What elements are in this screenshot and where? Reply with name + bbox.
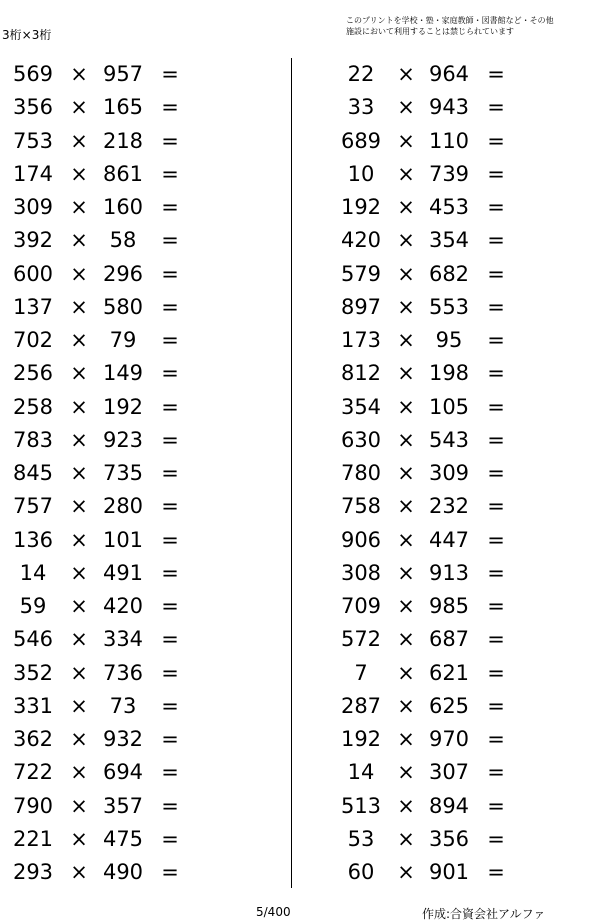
times-sign: × bbox=[70, 760, 88, 785]
operand-a: 22 bbox=[347, 62, 375, 86]
operand-a: 630 bbox=[340, 427, 382, 452]
operand-a: 753 bbox=[12, 128, 54, 153]
operand-a: 10 bbox=[347, 161, 375, 186]
problem-row bbox=[0, 689, 290, 722]
operand-a: 258 bbox=[12, 394, 54, 419]
problem-row bbox=[0, 656, 290, 689]
problem-row bbox=[0, 855, 290, 888]
operand-a: 14 bbox=[347, 760, 375, 785]
equals-sign: = bbox=[161, 560, 179, 585]
operand-b: 73 bbox=[109, 693, 137, 718]
times-sign: × bbox=[397, 860, 415, 884]
equals-sign: = bbox=[161, 95, 179, 120]
times-sign: × bbox=[397, 793, 415, 818]
problem-row bbox=[0, 722, 290, 755]
equals-sign: = bbox=[161, 760, 179, 785]
operand-a: 256 bbox=[12, 361, 54, 386]
problem-row bbox=[0, 290, 290, 323]
times-sign: × bbox=[70, 860, 88, 884]
operand-a: 757 bbox=[12, 494, 54, 519]
operand-b: 985 bbox=[428, 594, 470, 618]
times-sign: × bbox=[397, 660, 415, 685]
operand-b: 901 bbox=[428, 860, 470, 884]
operand-b: 58 bbox=[109, 228, 137, 253]
operand-b: 553 bbox=[428, 294, 470, 319]
equals-sign: = bbox=[161, 793, 179, 818]
operand-a: 600 bbox=[12, 261, 54, 286]
operand-b: 687 bbox=[428, 627, 470, 652]
operand-b: 149 bbox=[102, 361, 144, 386]
operand-a: 420 bbox=[340, 228, 382, 253]
times-sign: × bbox=[397, 328, 415, 352]
problem-row bbox=[300, 622, 612, 655]
author-credit: 作成:合資会社アルファ bbox=[422, 907, 546, 921]
operand-b: 491 bbox=[102, 560, 144, 585]
equals-sign: = bbox=[161, 860, 179, 884]
operand-a: 293 bbox=[12, 860, 54, 884]
operand-a: 331 bbox=[12, 693, 54, 718]
operand-a: 569 bbox=[12, 62, 54, 86]
times-sign: × bbox=[397, 62, 415, 86]
problem-row bbox=[300, 689, 612, 722]
problem-row bbox=[300, 356, 612, 389]
operand-a: 174 bbox=[12, 161, 54, 186]
problem-row bbox=[0, 90, 290, 123]
equals-sign: = bbox=[487, 361, 505, 386]
operand-a: 546 bbox=[12, 627, 54, 652]
equals-sign: = bbox=[487, 594, 505, 618]
times-sign: × bbox=[397, 693, 415, 718]
problem-row bbox=[300, 722, 612, 755]
times-sign: × bbox=[70, 261, 88, 286]
operand-b: 95 bbox=[435, 328, 463, 352]
operand-b: 861 bbox=[102, 161, 144, 186]
times-sign: × bbox=[70, 228, 88, 253]
problem-row bbox=[0, 556, 290, 589]
times-sign: × bbox=[70, 793, 88, 818]
equals-sign: = bbox=[161, 693, 179, 718]
operand-b: 354 bbox=[428, 228, 470, 253]
equals-sign: = bbox=[161, 494, 179, 519]
operand-b: 105 bbox=[428, 394, 470, 419]
operand-b: 923 bbox=[102, 427, 144, 452]
problem-row bbox=[300, 423, 612, 456]
problem-row bbox=[300, 822, 612, 855]
operand-b: 447 bbox=[428, 527, 470, 552]
times-sign: × bbox=[397, 394, 415, 419]
operand-b: 453 bbox=[428, 195, 470, 219]
times-sign: × bbox=[397, 560, 415, 585]
problem-row bbox=[300, 489, 612, 522]
times-sign: × bbox=[70, 594, 88, 618]
equals-sign: = bbox=[161, 394, 179, 419]
times-sign: × bbox=[397, 527, 415, 552]
operand-b: 218 bbox=[102, 128, 144, 153]
operand-a: 221 bbox=[12, 826, 54, 851]
operand-b: 970 bbox=[428, 727, 470, 751]
equals-sign: = bbox=[487, 294, 505, 319]
operand-a: 33 bbox=[347, 95, 375, 120]
operand-a: 513 bbox=[340, 793, 382, 818]
problem-row bbox=[0, 323, 290, 356]
equals-sign: = bbox=[161, 161, 179, 186]
worksheet-title: 3桁×3桁 bbox=[2, 28, 52, 42]
times-sign: × bbox=[70, 727, 88, 751]
operand-b: 101 bbox=[102, 527, 144, 552]
operand-b: 192 bbox=[102, 394, 144, 419]
problem-row bbox=[0, 223, 290, 256]
operand-b: 964 bbox=[428, 62, 470, 86]
operand-a: 579 bbox=[340, 261, 382, 286]
equals-sign: = bbox=[487, 328, 505, 352]
operand-b: 356 bbox=[428, 826, 470, 851]
equals-sign: = bbox=[161, 62, 179, 86]
operand-a: 572 bbox=[340, 627, 382, 652]
operand-a: 722 bbox=[12, 760, 54, 785]
problem-row bbox=[300, 390, 612, 423]
problem-row bbox=[300, 855, 612, 888]
operand-b: 957 bbox=[102, 62, 144, 86]
operand-a: 356 bbox=[12, 95, 54, 120]
operand-a: 308 bbox=[340, 560, 382, 585]
times-sign: × bbox=[70, 361, 88, 386]
times-sign: × bbox=[397, 228, 415, 253]
operand-b: 543 bbox=[428, 427, 470, 452]
equals-sign: = bbox=[161, 826, 179, 851]
problem-row bbox=[0, 356, 290, 389]
times-sign: × bbox=[397, 294, 415, 319]
equals-sign: = bbox=[487, 228, 505, 253]
operand-a: 192 bbox=[340, 195, 382, 219]
times-sign: × bbox=[397, 261, 415, 286]
operand-a: 758 bbox=[340, 494, 382, 519]
times-sign: × bbox=[397, 361, 415, 386]
operand-b: 490 bbox=[102, 860, 144, 884]
problem-row bbox=[0, 190, 290, 223]
problem-column-right bbox=[300, 57, 612, 888]
times-sign: × bbox=[397, 95, 415, 120]
equals-sign: = bbox=[487, 128, 505, 153]
times-sign: × bbox=[70, 195, 88, 219]
problem-row bbox=[0, 257, 290, 290]
operand-b: 334 bbox=[102, 627, 144, 652]
equals-sign: = bbox=[487, 394, 505, 419]
operand-a: 812 bbox=[340, 361, 382, 386]
times-sign: × bbox=[397, 727, 415, 751]
problem-row bbox=[0, 423, 290, 456]
equals-sign: = bbox=[487, 161, 505, 186]
operand-b: 307 bbox=[428, 760, 470, 785]
times-sign: × bbox=[70, 660, 88, 685]
times-sign: × bbox=[70, 294, 88, 319]
usage-notice-line-1: このプリントを学校・塾・家庭教師・図書館など・その他 bbox=[346, 16, 554, 25]
problem-row bbox=[300, 789, 612, 822]
operand-a: 60 bbox=[347, 860, 375, 884]
equals-sign: = bbox=[487, 62, 505, 86]
problem-row bbox=[300, 223, 612, 256]
operand-b: 165 bbox=[102, 95, 144, 120]
equals-sign: = bbox=[487, 560, 505, 585]
equals-sign: = bbox=[161, 660, 179, 685]
operand-b: 894 bbox=[428, 793, 470, 818]
operand-b: 694 bbox=[102, 760, 144, 785]
equals-sign: = bbox=[161, 228, 179, 253]
operand-a: 192 bbox=[340, 727, 382, 751]
problem-row bbox=[300, 589, 612, 622]
operand-a: 137 bbox=[12, 294, 54, 319]
problem-column-left bbox=[0, 57, 290, 888]
operand-a: 136 bbox=[12, 527, 54, 552]
operand-b: 232 bbox=[428, 494, 470, 519]
problem-row bbox=[300, 157, 612, 190]
times-sign: × bbox=[397, 826, 415, 851]
times-sign: × bbox=[70, 95, 88, 120]
problem-row bbox=[300, 456, 612, 489]
problem-row bbox=[300, 290, 612, 323]
usage-notice bbox=[346, 15, 554, 37]
operand-b: 475 bbox=[102, 826, 144, 851]
times-sign: × bbox=[397, 128, 415, 153]
times-sign: × bbox=[397, 594, 415, 618]
operand-b: 735 bbox=[102, 461, 144, 485]
times-sign: × bbox=[397, 161, 415, 186]
problem-row bbox=[300, 323, 612, 356]
operand-a: 59 bbox=[19, 594, 47, 618]
operand-b: 110 bbox=[428, 128, 470, 153]
times-sign: × bbox=[70, 328, 88, 352]
problem-row bbox=[0, 390, 290, 423]
equals-sign: = bbox=[161, 261, 179, 286]
times-sign: × bbox=[70, 128, 88, 153]
problem-row bbox=[0, 456, 290, 489]
operand-b: 682 bbox=[428, 261, 470, 286]
times-sign: × bbox=[397, 461, 415, 485]
equals-sign: = bbox=[487, 195, 505, 219]
operand-b: 736 bbox=[102, 660, 144, 685]
operand-b: 160 bbox=[102, 195, 144, 219]
equals-sign: = bbox=[487, 660, 505, 685]
times-sign: × bbox=[70, 693, 88, 718]
operand-a: 14 bbox=[19, 560, 47, 585]
problem-row bbox=[300, 190, 612, 223]
problem-row bbox=[300, 124, 612, 157]
equals-sign: = bbox=[487, 693, 505, 718]
problem-row bbox=[300, 656, 612, 689]
problem-row bbox=[0, 789, 290, 822]
equals-sign: = bbox=[161, 461, 179, 485]
operand-b: 932 bbox=[102, 727, 144, 751]
problem-row bbox=[300, 755, 612, 788]
equals-sign: = bbox=[487, 427, 505, 452]
operand-a: 362 bbox=[12, 727, 54, 751]
operand-a: 53 bbox=[347, 826, 375, 851]
operand-a: 709 bbox=[340, 594, 382, 618]
operand-a: 845 bbox=[12, 461, 54, 485]
equals-sign: = bbox=[161, 627, 179, 652]
problem-row bbox=[0, 622, 290, 655]
equals-sign: = bbox=[161, 361, 179, 386]
times-sign: × bbox=[70, 427, 88, 452]
operand-a: 352 bbox=[12, 660, 54, 685]
operand-a: 790 bbox=[12, 793, 54, 818]
operand-a: 7 bbox=[354, 660, 368, 685]
equals-sign: = bbox=[487, 494, 505, 519]
operand-b: 309 bbox=[428, 461, 470, 485]
problem-row bbox=[0, 523, 290, 556]
problem-row bbox=[0, 589, 290, 622]
operand-b: 625 bbox=[428, 693, 470, 718]
equals-sign: = bbox=[161, 727, 179, 751]
equals-sign: = bbox=[487, 95, 505, 120]
operand-a: 309 bbox=[12, 195, 54, 219]
equals-sign: = bbox=[161, 594, 179, 618]
equals-sign: = bbox=[161, 128, 179, 153]
times-sign: × bbox=[70, 560, 88, 585]
problem-row bbox=[300, 90, 612, 123]
operand-a: 689 bbox=[340, 128, 382, 153]
operand-b: 943 bbox=[428, 95, 470, 120]
operand-b: 280 bbox=[102, 494, 144, 519]
equals-sign: = bbox=[161, 294, 179, 319]
problem-row bbox=[0, 755, 290, 788]
operand-b: 296 bbox=[102, 261, 144, 286]
times-sign: × bbox=[397, 494, 415, 519]
times-sign: × bbox=[70, 161, 88, 186]
equals-sign: = bbox=[487, 627, 505, 652]
times-sign: × bbox=[70, 494, 88, 519]
operand-b: 739 bbox=[428, 161, 470, 186]
times-sign: × bbox=[70, 527, 88, 552]
operand-b: 621 bbox=[428, 660, 470, 685]
operand-b: 357 bbox=[102, 793, 144, 818]
equals-sign: = bbox=[161, 328, 179, 352]
problem-row bbox=[0, 124, 290, 157]
operand-a: 287 bbox=[340, 693, 382, 718]
operand-a: 173 bbox=[340, 328, 382, 352]
operand-a: 897 bbox=[340, 294, 382, 319]
problem-row bbox=[0, 57, 290, 90]
equals-sign: = bbox=[487, 527, 505, 552]
operand-a: 392 bbox=[12, 228, 54, 253]
equals-sign: = bbox=[487, 461, 505, 485]
operand-a: 906 bbox=[340, 527, 382, 552]
times-sign: × bbox=[397, 760, 415, 785]
column-divider bbox=[291, 58, 292, 888]
times-sign: × bbox=[397, 427, 415, 452]
problem-row bbox=[0, 157, 290, 190]
times-sign: × bbox=[70, 627, 88, 652]
problem-row bbox=[0, 822, 290, 855]
equals-sign: = bbox=[487, 826, 505, 851]
operand-b: 420 bbox=[102, 594, 144, 618]
problem-row bbox=[300, 257, 612, 290]
times-sign: × bbox=[70, 394, 88, 419]
page-number: 5/400 bbox=[256, 905, 291, 919]
operand-a: 780 bbox=[340, 461, 382, 485]
equals-sign: = bbox=[161, 195, 179, 219]
equals-sign: = bbox=[487, 727, 505, 751]
equals-sign: = bbox=[487, 261, 505, 286]
operand-b: 198 bbox=[428, 361, 470, 386]
times-sign: × bbox=[397, 195, 415, 219]
times-sign: × bbox=[70, 826, 88, 851]
problem-row bbox=[300, 57, 612, 90]
problem-row bbox=[300, 556, 612, 589]
operand-b: 913 bbox=[428, 560, 470, 585]
equals-sign: = bbox=[487, 760, 505, 785]
times-sign: × bbox=[70, 461, 88, 485]
usage-notice-line-2: 施設において利用することは禁じられています bbox=[346, 27, 514, 36]
operand-a: 702 bbox=[12, 328, 54, 352]
problem-row bbox=[300, 523, 612, 556]
equals-sign: = bbox=[487, 860, 505, 884]
problem-row bbox=[0, 489, 290, 522]
times-sign: × bbox=[70, 62, 88, 86]
times-sign: × bbox=[397, 627, 415, 652]
operand-b: 79 bbox=[109, 328, 137, 352]
operand-b: 580 bbox=[102, 294, 144, 319]
operand-a: 354 bbox=[340, 394, 382, 419]
equals-sign: = bbox=[161, 527, 179, 552]
operand-a: 783 bbox=[12, 427, 54, 452]
equals-sign: = bbox=[487, 793, 505, 818]
equals-sign: = bbox=[161, 427, 179, 452]
